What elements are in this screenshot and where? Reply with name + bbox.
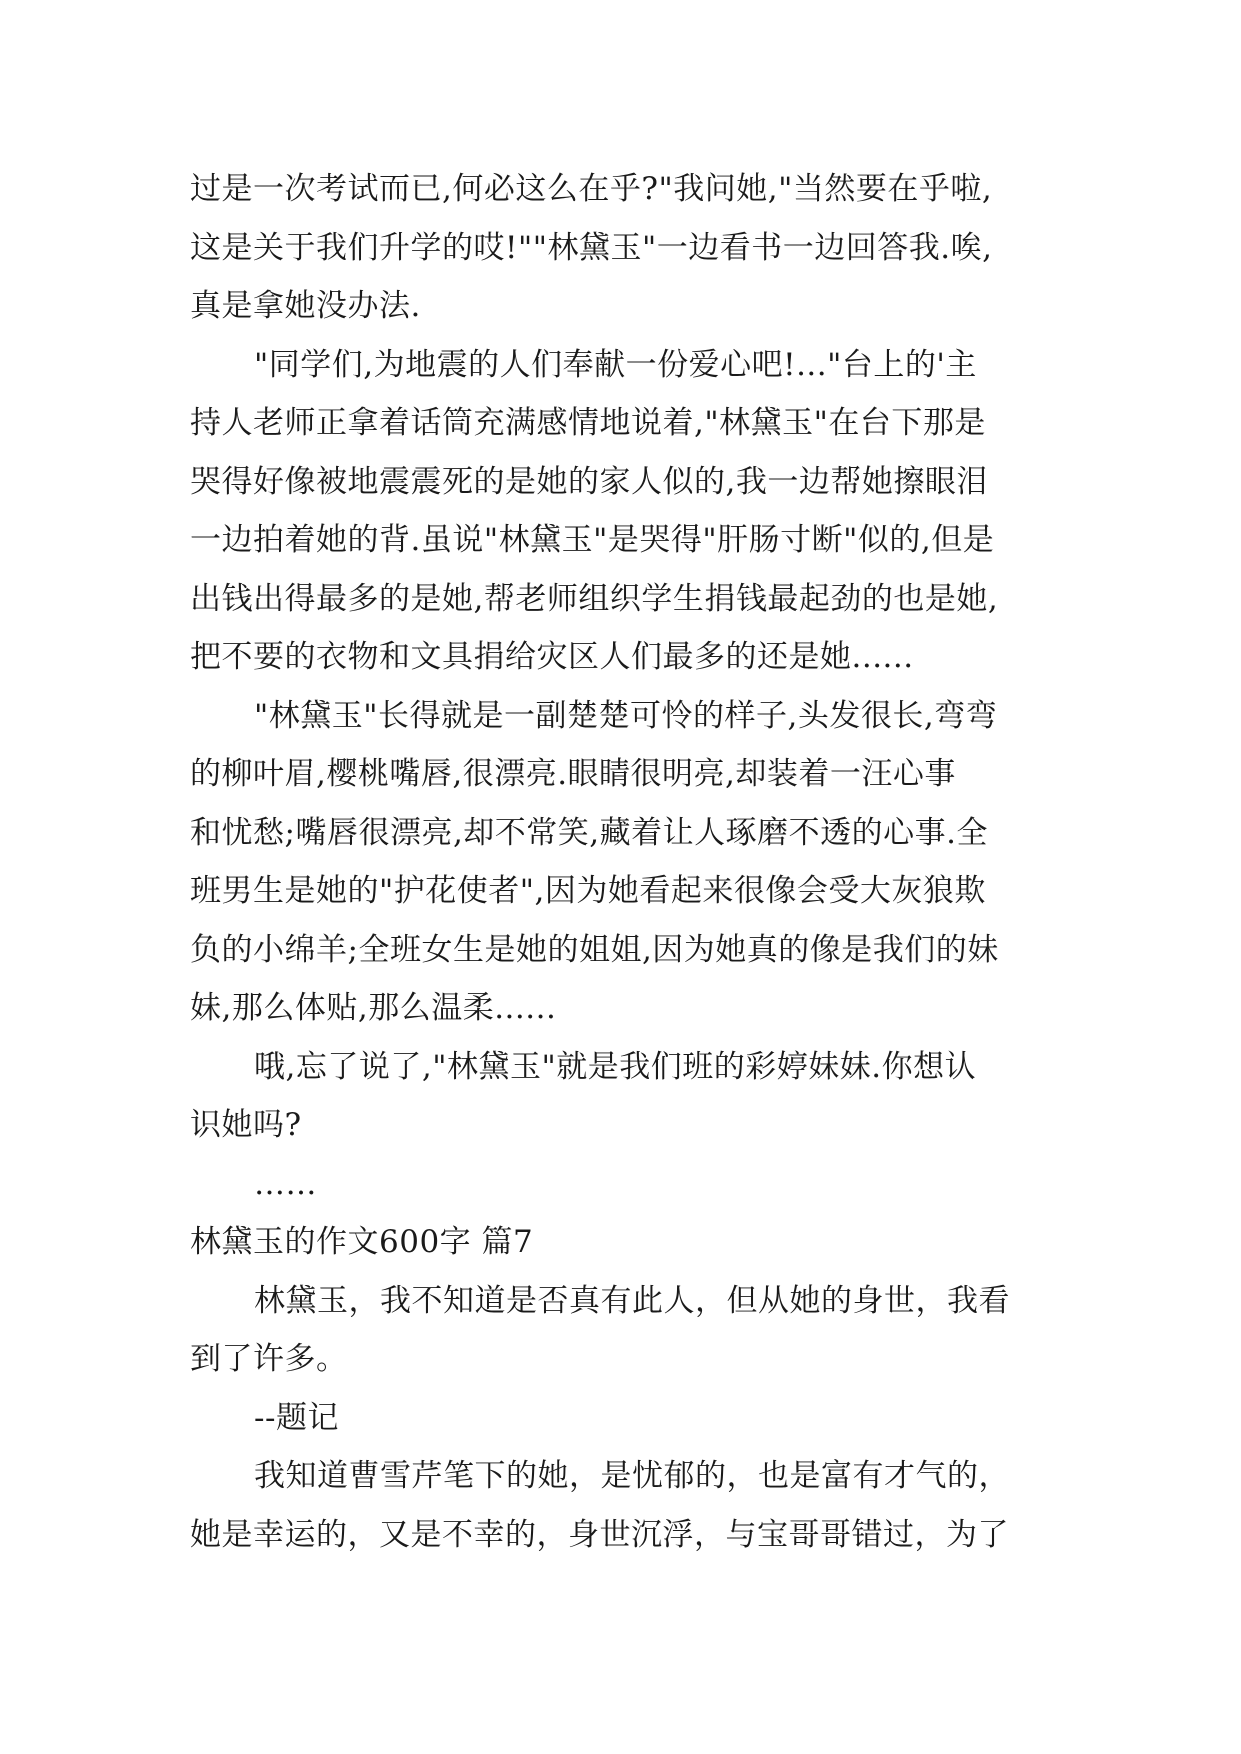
text-line: 过是一次考试而已,何必这么在乎?"我问她,"当然要在乎啦, xyxy=(190,171,993,207)
text-line: 林黛玉，我不知道是否真有此人，但从她的身世，我看 xyxy=(254,1282,1010,1319)
text-line: 负的小绵羊;全班女生是她的姐姐,因为她真的像是我们的妹 xyxy=(190,931,999,968)
text-line: "同学们,为地震的人们奉献一份爱心吧!..."台上的'主 xyxy=(254,346,977,383)
text-line: 哦,忘了说了,"林黛玉"就是我们班的彩婷妹妹.你想认 xyxy=(254,1048,977,1085)
text-line: 真是拿她没办法. xyxy=(190,288,421,324)
text-line: --题记 xyxy=(254,1399,339,1436)
text-line: 出钱出得最多的是她,帮老师组织学生捐钱最起劲的也是她, xyxy=(190,580,999,617)
text-line: 到了许多。 xyxy=(190,1341,348,1377)
text-line: 她是幸运的，又是不幸的，身世沉浮，与宝哥哥错过，为了 xyxy=(190,1516,1009,1553)
text-line: 持人老师正拿着话筒充满感情地说着,"林黛玉"在台下那是 xyxy=(190,405,986,441)
text-line: 妹,那么体贴,那么温柔...... xyxy=(190,990,557,1026)
text-line: 把不要的衣物和文具捐给灾区人们最多的还是她...... xyxy=(190,639,914,675)
document-body xyxy=(190,160,1060,1564)
text-line: 这是关于我们升学的哎!""林黛玉"一边看书一边回答我.唉, xyxy=(190,229,993,266)
section-heading: 林黛玉的作文600字 篇7 xyxy=(190,1224,534,1260)
text-line: 班男生是她的"护花使者",因为她看起来很像会受大灰狼欺 xyxy=(190,873,986,909)
text-line: 哭得好像被地震震死的是她的家人似的,我一边帮她擦眼泪 xyxy=(190,463,988,500)
text-line: 一边拍着她的背.虽说"林黛玉"是哭得"肝肠寸断"似的,但是 xyxy=(190,522,995,558)
text-line: 的柳叶眉,樱桃嘴唇,很漂亮.眼睛很明亮,却装着一汪心事 xyxy=(190,756,956,792)
text-line: 我知道曹雪芹笔下的她，是忧郁的，也是富有才气的， xyxy=(254,1458,1010,1494)
text-line: 和忧愁;嘴唇很漂亮,却不常笑,藏着让人琢磨不透的心事.全 xyxy=(190,814,989,851)
text-line: 识她吗? xyxy=(190,1107,302,1143)
text-line: …… xyxy=(254,1165,317,1202)
text-line: "林黛玉"长得就是一副楚楚可怜的样子,头发很长,弯弯 xyxy=(254,697,998,734)
